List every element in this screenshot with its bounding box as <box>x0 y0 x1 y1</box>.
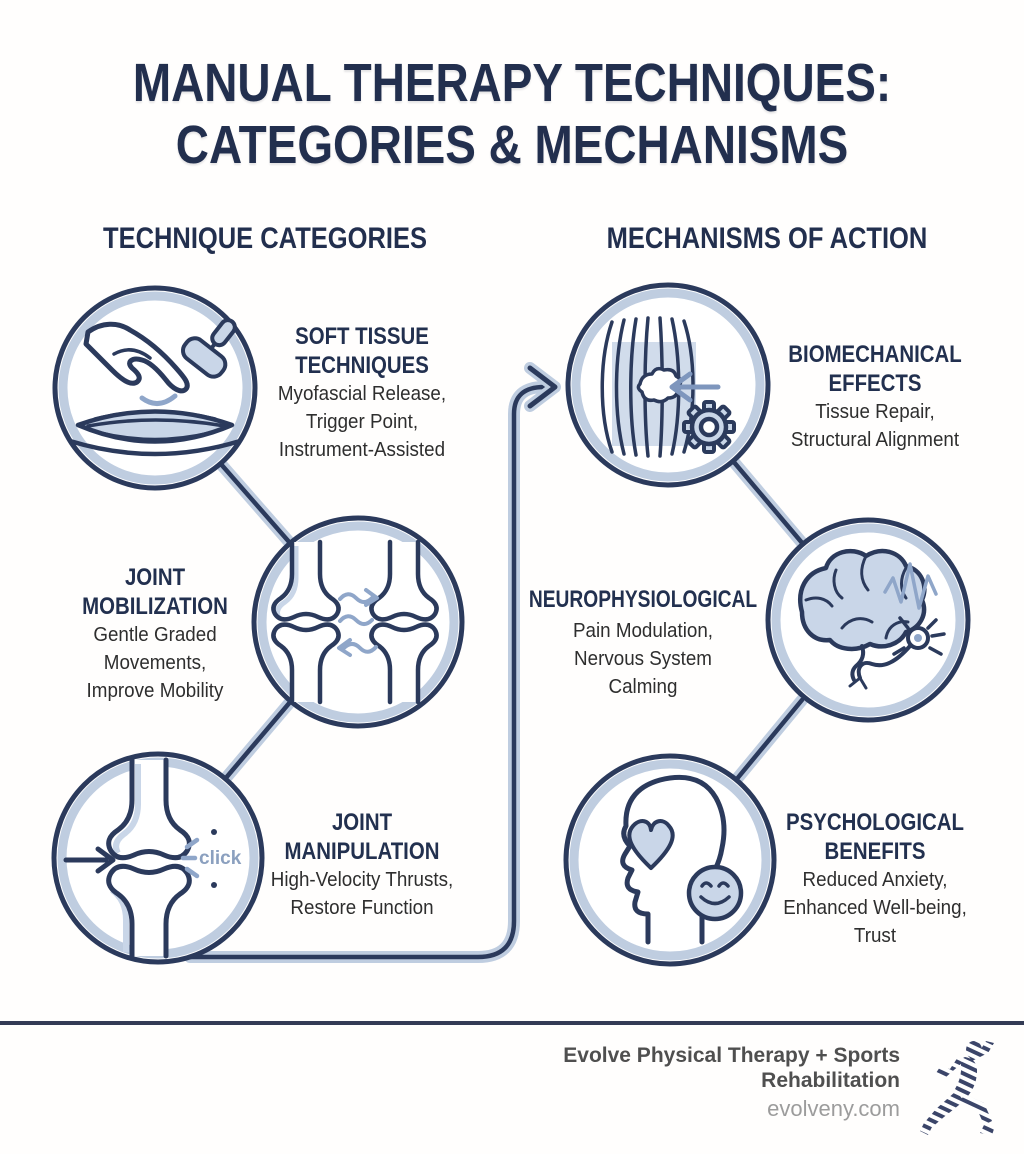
click-dot-top <box>211 829 217 835</box>
footer-brand-block <box>500 1043 900 1122</box>
footer-org-line2: Rehabilitation <box>761 1069 900 1092</box>
soft-tissue-heading-line1: SOFT TISSUE <box>295 323 429 350</box>
page-title-line2: CATEGORIES & MECHANISMS <box>175 115 849 175</box>
joint-manipulation-description: High-Velocity Thrusts, Restore Function <box>270 869 454 919</box>
footer-divider <box>0 1021 1024 1025</box>
column-header-technique-categories: TECHNIQUE CATEGORIES <box>103 222 427 255</box>
connector-biomechanical-to-neuro <box>733 461 803 544</box>
page-title-line1: MANUAL THERAPY TECHNIQUES: <box>132 53 892 113</box>
soft-tissue-heading <box>235 322 490 380</box>
joint-manipulation-heading: JOINT MANIPULATION <box>284 809 440 865</box>
connector-mobilization-to-manipulation <box>225 701 291 779</box>
column-header-mechanisms-of-action: MECHANISMS OF ACTION <box>606 222 928 255</box>
psychological-heading: PSYCHOLOGICAL BENEFITS <box>786 809 964 865</box>
gear-icon <box>684 402 734 452</box>
biomechanical-heading: BIOMECHANICAL EFFECTS <box>788 341 962 397</box>
biomechanical-description: Tissue Repair, Structural Alignment <box>790 401 960 451</box>
striped-runner-logo <box>920 1041 994 1135</box>
footer-website: evolveny.com <box>767 1096 900 1121</box>
click-label: click <box>199 848 242 869</box>
soft-tissue-description: Myofascial Release, Trigger Point, Instrument-Assisted <box>277 383 447 461</box>
soft-tissue-heading-line2: TECHNIQUES <box>295 352 429 379</box>
joint-mobilization-heading: JOINT MOBILIZATION <box>82 564 228 620</box>
joint-mobilization-description: Gentle Graded Movements, Improve Mobility <box>86 624 224 702</box>
page-title <box>77 52 947 176</box>
connector-neuro-to-psych <box>736 700 802 780</box>
click-dot-bottom <box>211 882 217 888</box>
connector-soft-tissue-to-mobilization <box>220 463 290 543</box>
neurophysiological-heading: NEUROPHYSIOLOGICAL <box>528 586 758 613</box>
footer-org-line1: Evolve Physical Therapy + Sports <box>563 1044 900 1067</box>
psychological-description: Reduced Anxiety, Enhanced Well-being, Trust <box>783 869 967 947</box>
neurophysiological-description: Pain Modulation, Nervous System Calming <box>572 620 714 698</box>
